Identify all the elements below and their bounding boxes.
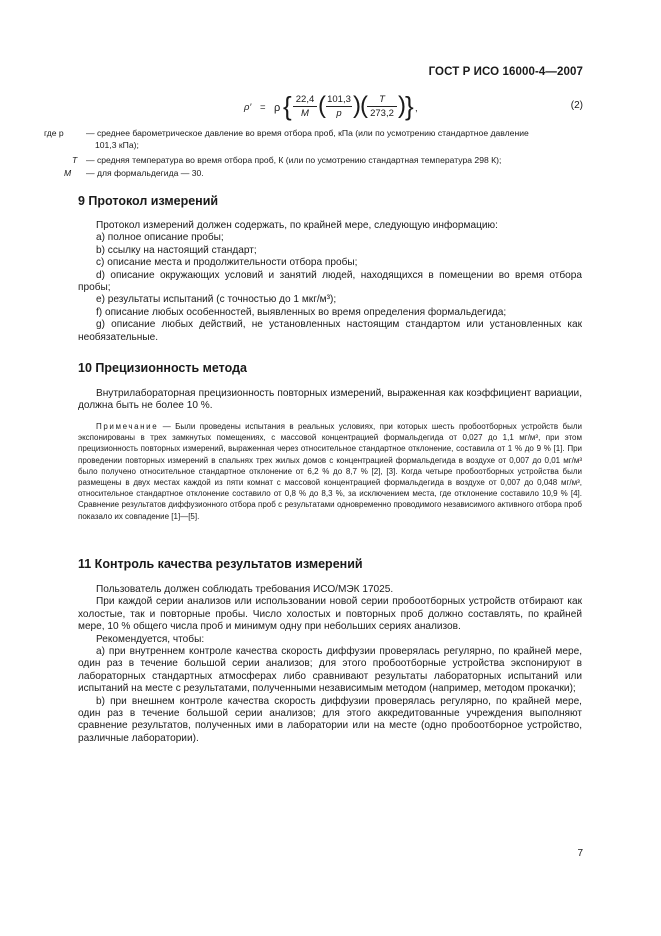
- section-11-p1: Пользователь должен соблюдать требования ИСО/МЭК 17025.: [96, 584, 394, 595]
- section-9-intro: Протокол измерений должен содержать, по крайней мере, следующую информацию:: [96, 220, 498, 231]
- section-11-heading: 11 Контроль качества результатов измерений: [78, 557, 363, 571]
- list-item: c) описание места и продолжительности отбора пробы;: [96, 257, 358, 269]
- section-11-p5: b) при внешнем контроле качества скорость диффузии проверялась регулярно, по крайней мере, один раз в течение большой серии анализов; для этого аккредитованные учреждения выполняют сравнение результатов, полученных ими в лаборатории или на месте (одно пробоотборное устройство, различные лаборатории).: [78, 695, 582, 744]
- list-item: f) описание любых особенностей, выявленных во время определения формальдегида;: [96, 306, 507, 318]
- formula-2: ρ′ = ρ { $\frac{22,4}{M}$ ( $\frac{101,3}{p}$ ) ( $\frac{T}{273,2}$ ) } , (2): [244, 91, 583, 121]
- where-m-text: — для формальдегида — 30.: [86, 168, 204, 178]
- fraction-3: $\frac{T}{273,2}$: [367, 94, 397, 119]
- where-p-text: — среднее барометрическое давление во время отбора проб, кПа (или по усмотрению стандартное давление: [86, 128, 529, 138]
- note-text: — Были проведены испытания в реальных условиях, при которых шесть пробоотборных устройств были экспонированы в трех замкнутых помещениях, с массовой концентрацией формальдегида от 0,027 до 1,1 мг/м³, при этом прецизионность повторных измерений, выраженная через относительное стандартное отклонение, составила от 1 % до 9 % [1]. При проведении повторных измерений в спальнях трех жилых домов с концентрацией формальдегида в воздухе от 0,007 до 0,01 мг/м³ было получено относительное стандартное отклонение от 6,2 % до 8,7 % [2], [3]. Когда четыре пробоотборных устройства были размещены в двух местах каждой из пяти комнат с массовой концентрацией формальдегида в воздухе от 0,007 до 0,048 мг/м³, относительное стандартное отклонение составило от 0,8 % до 8,3 %, за исключением места, где отклонение составило 10,9 % [4]. Сравнение результатов диффузионного отбора проб с результатами одновременно проводимого независимого активного отбора проб показало их совпадение [1]—[5].: [78, 422, 582, 521]
- section-10-heading: 10 Прецизионность метода: [78, 361, 248, 375]
- where-p-text-2: 101,3 кПа);: [95, 140, 139, 150]
- list-item: b) ссылку на настоящий стандарт;: [96, 244, 257, 256]
- section-9-body: [78, 220, 582, 344]
- where-t-text: — средняя температура во время отбора проб, К (или по усмотрению стандартная температура 298 К);: [86, 155, 502, 165]
- section-11-p3: Рекомендуется, чтобы:: [96, 633, 205, 645]
- section-9-heading: 9 Протокол измерений: [78, 194, 219, 208]
- section-11-p2: При каждой серии анализов или использовании новой серии пробоотборных устройств отбирают как холостые, так и повторные пробы. Число холостых и повторных проб должно составлять, по крайней мере, 10 % общего числа проб и минимум одну при небольших сериях анализов.: [78, 596, 582, 633]
- where-m-label: M: [64, 168, 72, 178]
- list-item: a) полное описание пробы;: [96, 232, 224, 244]
- list-item: g) описание любых действий, не установленных настоящим стандартом или установленных как необязательные.: [78, 319, 582, 343]
- formula-number: (2): [570, 100, 583, 111]
- formula-rho: ρ: [274, 102, 281, 114]
- formula-equals: =: [260, 102, 266, 113]
- fraction-2: $\frac{101,3}{p}$: [327, 94, 351, 119]
- section-10-note: [78, 421, 582, 522]
- where-p-label: где p: [44, 128, 64, 138]
- section-10-para: Внутрилабораторная прецизионность повторных измерений, выраженная как коэффициент вариации, должна быть не более 10 %.: [78, 388, 582, 412]
- formula-lhs: ρ′: [244, 102, 252, 113]
- list-item: e) результаты испытаний (с точностью до 1 мкг/м³);: [96, 294, 337, 306]
- fraction-1: $\frac{22,4}{M}$: [293, 94, 317, 119]
- section-11-p4: a) при внутреннем контроле качества скорость диффузии проверялась регулярно, по крайней мере, один раз в течение большой серии анализов; для этого пробоотборные устройства экспонируют в лабораторных стандартных атмосферах либо сравнивают результаты лабораторных испытаний или испытаний на месте с результатами, полученными независимым методом (например, методом прокачки);: [78, 646, 582, 695]
- document-id-header: ГОСТ Р ИСО 16000-4—2007: [428, 66, 583, 78]
- section-10-body: [78, 388, 582, 413]
- where-t-label: T: [72, 155, 78, 165]
- page-number: 7: [577, 848, 583, 859]
- note-label: Примечание: [96, 422, 159, 431]
- section-11-body: [78, 584, 582, 745]
- list-item: d) описание окружающих условий и занятий людей, находящихся в помещении во время отбора пробы;: [78, 269, 582, 294]
